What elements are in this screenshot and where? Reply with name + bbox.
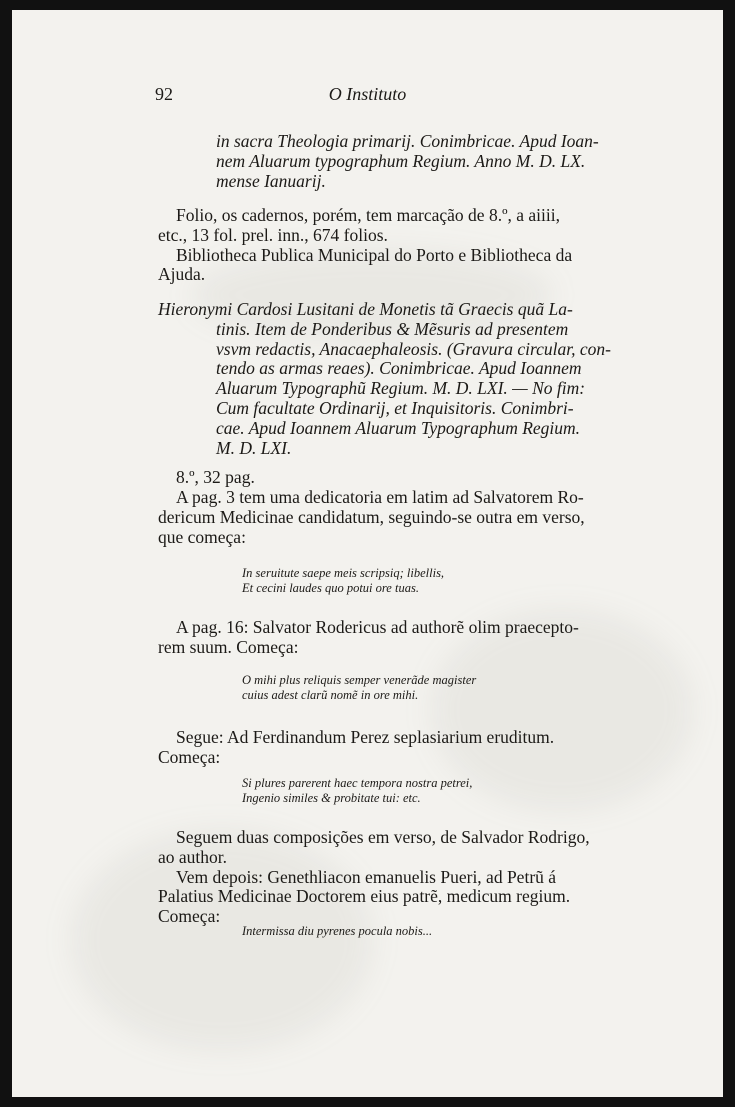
- verse-line: O mihi plus reliquis semper venerãde magister: [242, 673, 477, 687]
- text-line: A pag. 3 tem uma dedicatoria em latim ad Salvatorem Ro-: [176, 487, 584, 507]
- text-line: que começa:: [158, 526, 246, 547]
- text-line: M. D. LXI.: [216, 437, 292, 458]
- text-line: Começa:: [158, 906, 221, 927]
- text-line: 8.º, 32 pag.: [176, 467, 255, 487]
- text-line: Palatius Medicinae Doctorem eius patrẽ, medicum regium.: [158, 886, 571, 907]
- text-line: rem suum. Começa:: [158, 636, 299, 657]
- paragraph-dedicatoria: [158, 488, 644, 547]
- entry2-title: [158, 300, 644, 458]
- text-line: vsvm redactis, Anacaephaleosis. (Gravura circular, con-: [216, 338, 611, 359]
- text-line: ao author.: [158, 846, 228, 867]
- page-header: [12, 84, 723, 112]
- verse-quote-1: [242, 566, 444, 596]
- text-line: Folio, os cadernos, porém, tem marcação de 8.º, a aiiii,: [176, 205, 560, 225]
- text-line: in sacra Theologia primarij. Conimbricae. Apud Ioan-: [216, 131, 599, 151]
- text-line: cae. Apud Ioannem Aluarum Typographum Regium.: [216, 417, 581, 438]
- entry1-notes: [158, 206, 644, 285]
- entry2-format: [176, 468, 255, 488]
- text-line: tendo as armas reaes). Conimbricae. Apud Ioannem: [216, 358, 582, 379]
- paragraph-segue: [158, 728, 644, 768]
- verse-quote-4: [242, 924, 432, 939]
- verse-line: Ingenio similes & probitate tui: etc.: [242, 791, 421, 805]
- page-number: 92: [155, 84, 173, 104]
- entry1-title: [216, 132, 644, 191]
- text-line: etc., 13 fol. prel. inn., 674 folios.: [158, 224, 388, 245]
- text-line: dericum Medicinae candidatum, seguindo-se outra em verso,: [158, 506, 585, 527]
- text-line: nem Aluarum typographum Regium. Anno M. D. LX.: [216, 150, 586, 171]
- text-line: Bibliotheca Publica Municipal do Porto e Bibliotheca da: [176, 244, 573, 265]
- book-page: [12, 10, 723, 1097]
- verse-line: In seruitute saepe meis scripsiq; libellis,: [242, 566, 445, 580]
- text-line: A pag. 16: Salvator Rodericus ad authorẽ olim praecepto-: [176, 617, 579, 637]
- paragraph-seguem: [158, 828, 644, 927]
- verse-quote-2: [242, 673, 476, 703]
- text-line: Hieronymi Cardosi Lusitani de Monetis tã Graecis quã La-: [158, 299, 573, 319]
- text-line: Segue: Ad Ferdinandum Perez seplasiarium eruditum.: [176, 727, 555, 747]
- text-line: Aluarum Typographũ Regium. M. D. LXI. — No fim:: [216, 378, 586, 399]
- text-line: Ajuda.: [158, 264, 206, 285]
- text-line: tinis. Item de Ponderibus & Mẽsuris ad presentem: [216, 318, 569, 339]
- text-line: Começa:: [158, 746, 221, 767]
- verse-line: Si plures parerent haec tempora nostra petrei,: [242, 776, 473, 790]
- text-line: Cum facultate Ordinarij, et Inquisitoris. Conimbri-: [216, 397, 574, 418]
- verse-line: cuius adest clarũ nomẽ in ore mihi.: [242, 688, 419, 702]
- text-line: Vem depois: Genethliacon emanuelis Pueri, ad Petrũ á: [176, 866, 557, 887]
- text-line: Seguem duas composições em verso, de Salvador Rodrigo,: [176, 827, 590, 847]
- verse-line: Et cecini laudes quo potui ore tuas.: [242, 581, 419, 595]
- text-line: mense Ianuarij.: [216, 170, 326, 191]
- verse-line: Intermissa diu pyrenes pocula nobis...: [242, 924, 433, 938]
- paragraph-pag16: [158, 618, 644, 658]
- verse-quote-3: [242, 776, 472, 806]
- running-title: O Instituto: [328, 84, 407, 104]
